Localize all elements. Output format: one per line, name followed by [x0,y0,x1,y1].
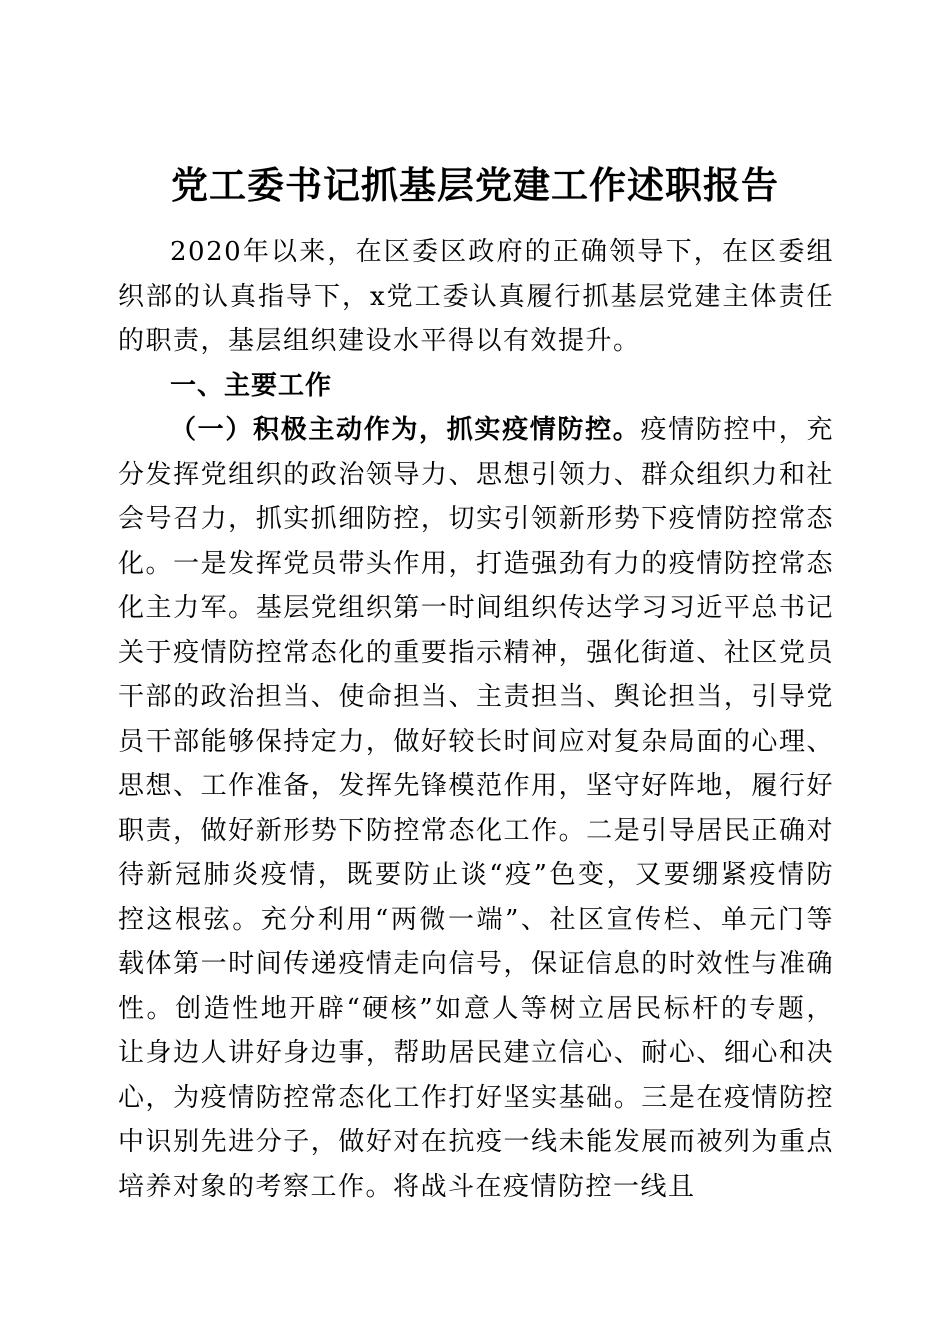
section-heading-main-work: 一、主要工作 [170,370,333,401]
subsection-paragraph-epidemic [118,408,834,1209]
intro-paragraph: 2020年以来，在区委区政府的正确领导下，在区委组织部的认真指导下，x党工委认真履行抓基层党建主体责任的职责，基层组织建设水平得以有效提升。 [118,237,834,356]
subsection-lead: （一）积极主动作为，抓实疫情防控。 [170,415,641,445]
document-body [118,230,834,1209]
page-title: 党工委书记抓基层党建工作述职报告 [171,162,779,207]
subsection-text: 疫情防控中，充分发挥党组织的政治领导力、思想引领力、群众组织力和社会号召力，抓实抓细防控，切实引领新形势下疫情防控常态化。一是发挥党员带头作用，打造强劲有力的疫情防控常态化主力军。基层党组织第一时间组织传达学习习近平总书记关于疫情防控常态化的重要指示精神，强化街道、社区党员干部的政治担当、使命担当、主责担当、舆论担当，引导党员干部能够保持定力，做好较长时间应对复杂局面的心理、思想、工作准备，发挥先锋模范作用，坚守好阵地，履行好职责，做好新形势下防控常态化工作。二是引导居民正确对待新冠肺炎疫情，既要防止谈“疫”色变，又要绷紧疫情防控这根弦。充分利用“两微一端”、社区宣传栏、单元门等载体第一时间传递疫情走向信号，保证信息的时效性与准确性。创造性地开辟“硬核”如意人等树立居民标杆的专题，让身边人讲好身边事，帮助居民建立信心、耐心、细心和决心，为疫情防控常态化工作打好坚实基础。三是在疫情防控中识别先进分子，做好对在抗疫一线未能发展而被列为重点培养对象的考察工作。将战斗在疫情防控一线且 [118,415,834,1202]
